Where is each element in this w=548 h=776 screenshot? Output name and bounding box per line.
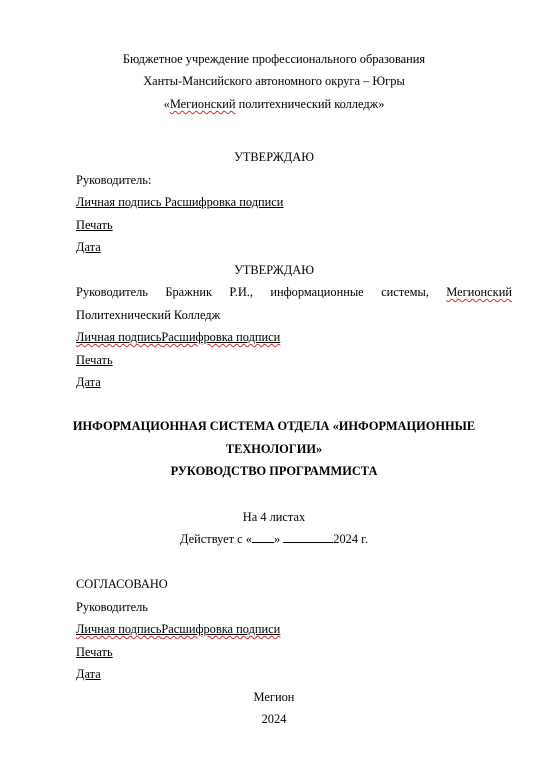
approve-2-word: информационные xyxy=(270,285,364,299)
month-blank xyxy=(283,531,333,543)
approve-1-date: Дата xyxy=(76,240,101,254)
approve-2-role-line-2: Политехнический Колледж xyxy=(76,308,221,322)
approve-2-stamp: Печать xyxy=(76,353,113,367)
institution-line-1: Бюджетное учреждение профессионального образования xyxy=(122,52,426,66)
valid-from-suffix: 2024 г. xyxy=(333,532,368,546)
approve-1-role: Руководитель: xyxy=(76,173,152,187)
institution-name-word: Мегионский xyxy=(169,97,236,111)
valid-from xyxy=(0,531,548,547)
approve-2-signature-decode: Расшифровка подписи xyxy=(161,330,281,344)
institution-quote-open: « xyxy=(163,97,170,111)
approve-1-stamp: Печать xyxy=(76,218,113,232)
approve-1-title: УТВЕРЖДАЮ xyxy=(234,150,314,164)
institution-line-2: Ханты-Мансийского автономного округа – Югры xyxy=(143,74,405,88)
approve-2-date: Дата xyxy=(76,375,101,389)
footer-year: 2024 xyxy=(261,712,287,726)
approve-2-word: Бражник xyxy=(165,285,213,299)
institution-name-rest: политехнический колледж» xyxy=(235,97,385,111)
agreed-signature-personal: Личная подпись xyxy=(76,622,162,636)
footer-city: Мегион xyxy=(253,690,295,704)
valid-from-mid: » xyxy=(273,532,284,546)
valid-from-prefix: Действует с « xyxy=(180,532,252,546)
agreed-title: СОГЛАСОВАНО xyxy=(76,577,168,591)
agreed-date: Дата xyxy=(76,667,101,681)
agreed-role: Руководитель xyxy=(76,600,148,614)
doc-title-line-2: ТЕХНОЛОГИИ» xyxy=(225,442,323,456)
agreed-signature-decode: Расшифровка подписи xyxy=(161,622,281,636)
approve-2-role-line xyxy=(76,284,512,300)
approve-2-word: Р.И., xyxy=(229,285,253,299)
approve-2-title: УТВЕРЖДАЮ xyxy=(234,263,314,277)
sheet-count: На 4 листах xyxy=(242,510,306,524)
agreed-stamp: Печать xyxy=(76,645,113,659)
approve-1-signature: Личная подпись Расшифровка подписи xyxy=(76,195,284,209)
agreed-signature xyxy=(76,621,280,637)
day-blank xyxy=(252,531,274,543)
doc-title-line-3: РУКОВОДСТВО ПРОГРАММИСТА xyxy=(170,464,378,478)
doc-title-line-1: ИНФОРМАЦИОННАЯ СИСТЕМА ОТДЕЛА «ИНФОРМАЦИОННЫЕ xyxy=(72,419,476,433)
approve-2-signature-personal: Личная подпись xyxy=(76,330,162,344)
approve-2-signature xyxy=(76,329,280,345)
approve-2-word-college: Мегионский xyxy=(446,285,512,299)
institution-line-3 xyxy=(0,96,548,112)
approve-2-word: Руководитель xyxy=(76,285,148,299)
approve-2-word: системы, xyxy=(381,285,429,299)
